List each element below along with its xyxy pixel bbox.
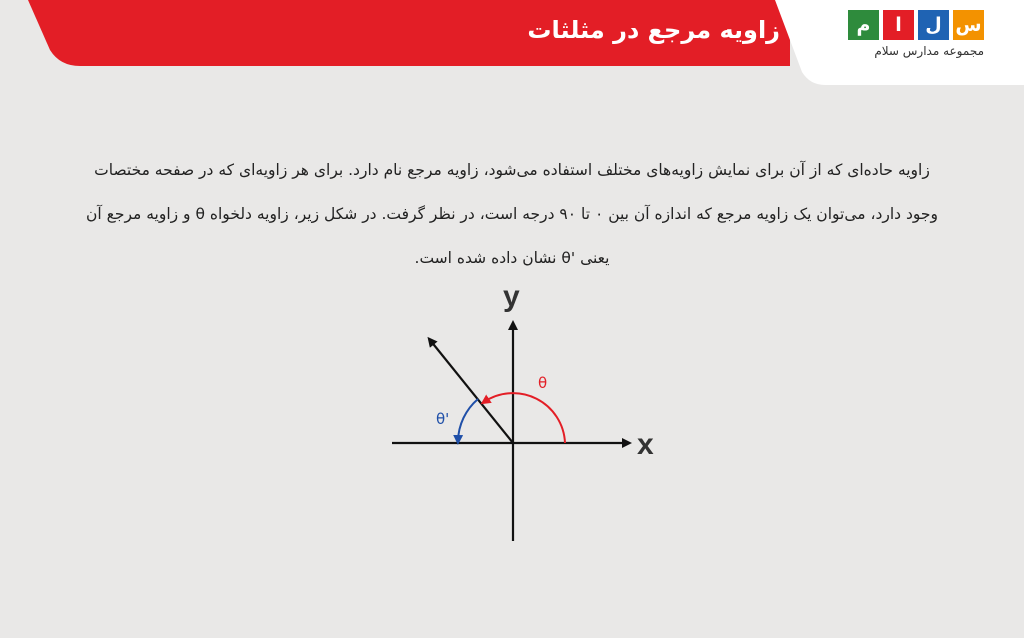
logo-tile-alef: ا bbox=[883, 10, 914, 40]
logo-tile-mim: م bbox=[848, 10, 879, 40]
logo-tile-lam: ل bbox=[918, 10, 949, 40]
theta-arc bbox=[484, 393, 565, 443]
logo-tile-sin: س bbox=[953, 10, 984, 40]
theta-label: θ bbox=[538, 374, 548, 392]
theta-prime-label: θ' bbox=[436, 410, 450, 428]
y-axis-label: y bbox=[503, 280, 520, 313]
logo-caption: مجموعه مدارس سلام bbox=[874, 44, 984, 58]
theta-prime-arc bbox=[458, 399, 478, 441]
page-title: زاویه مرجع در مثلثات bbox=[527, 16, 780, 44]
x-axis-label: x bbox=[637, 428, 654, 461]
intro-paragraph: زاویه حاده‌ای که از آن برای نمایش زاویه‌های مختلف استفاده می‌شود، زاویه مرجع نام دارد. برای هر زاویه‌ای که در صفحه مختصات وجود دارد، می‌توان یک زاویه مرجع که اندازه آن بین ۰ تا ۹۰ درجه است، در نظر گرفت. در شکل زیر، زاویه دلخواه θ و زاویه مرجع آن یعنی 'θ نشان داده شده است. bbox=[86, 161, 938, 267]
